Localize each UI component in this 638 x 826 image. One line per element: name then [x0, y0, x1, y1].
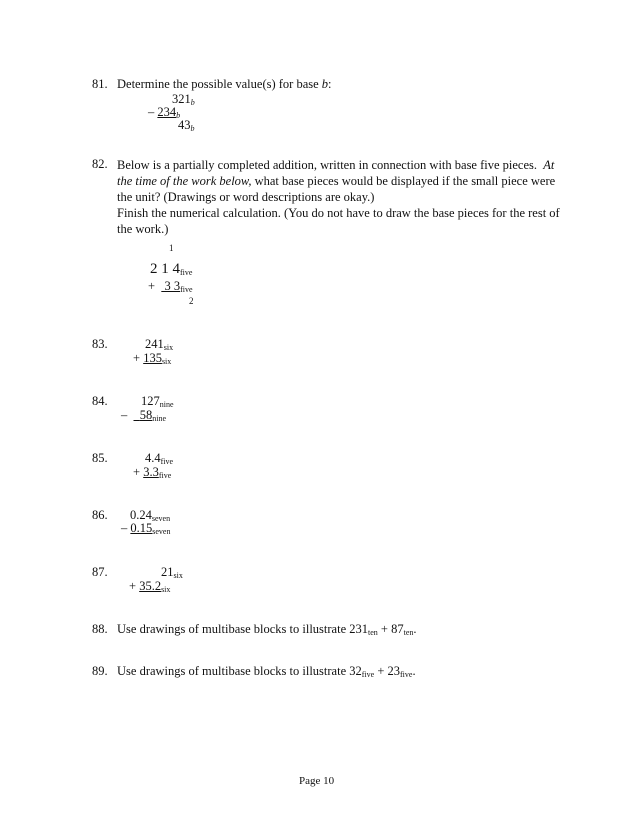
p82-top-number: 2 1 4five — [150, 261, 193, 277]
problem-82-number: 82. — [92, 157, 108, 171]
p82-carry-bottom: 2 — [189, 296, 194, 306]
problem-89-number: 89. — [92, 664, 108, 678]
p87-bottom: + 35.2six — [129, 579, 171, 594]
p83-bottom: + 135six — [133, 351, 172, 366]
problem-88-number: 88. — [92, 622, 108, 636]
p82-bottom-number: + 3 3five — [148, 279, 193, 294]
p85-top: 4.4five — [145, 451, 174, 466]
p81-line1: 321b — [172, 92, 195, 107]
problem-81-text: Determine the possible value(s) for base b: — [117, 77, 332, 91]
problem-83-number: 83. — [92, 337, 108, 351]
problem-89-text: Use drawings of multibase blocks to illustrate 32five + 23five. — [117, 664, 416, 679]
problem-88-text: Use drawings of multibase blocks to illustrate 231ten + 87ten. — [117, 622, 417, 637]
p81-line3: 43b — [178, 118, 195, 133]
p82-carry-top: 1 — [169, 243, 174, 253]
problem-87-number: 87. — [92, 565, 108, 579]
page-number: Page 10 — [299, 775, 335, 787]
p81-line2: – 234b — [148, 105, 181, 120]
problem-84-number: 84. — [92, 394, 108, 408]
problem-85-number: 85. — [92, 451, 108, 465]
p87-top: 21six — [161, 565, 183, 580]
problem-81-number: 81. — [92, 77, 108, 91]
p83-top: 241six — [145, 337, 174, 352]
problem-82-text: Below is a partially completed addition, written in connection with base five pieces. At the time of the work below, what base pieces would be displayed if the small piece were the unit? (Drawings or word descriptions are okay.) Finish the numerical calculation. (You do not have to draw the base pieces for the rest of the work.) — [117, 158, 560, 236]
p84-bottom: – 58nine — [121, 408, 167, 423]
p86-top: 0.24seven — [130, 508, 171, 523]
p85-bottom: + 3.3five — [133, 465, 172, 480]
p86-bottom: – 0.15seven — [121, 521, 171, 536]
p84-top: 127nine — [141, 394, 174, 409]
problem-86-number: 86. — [92, 508, 108, 522]
